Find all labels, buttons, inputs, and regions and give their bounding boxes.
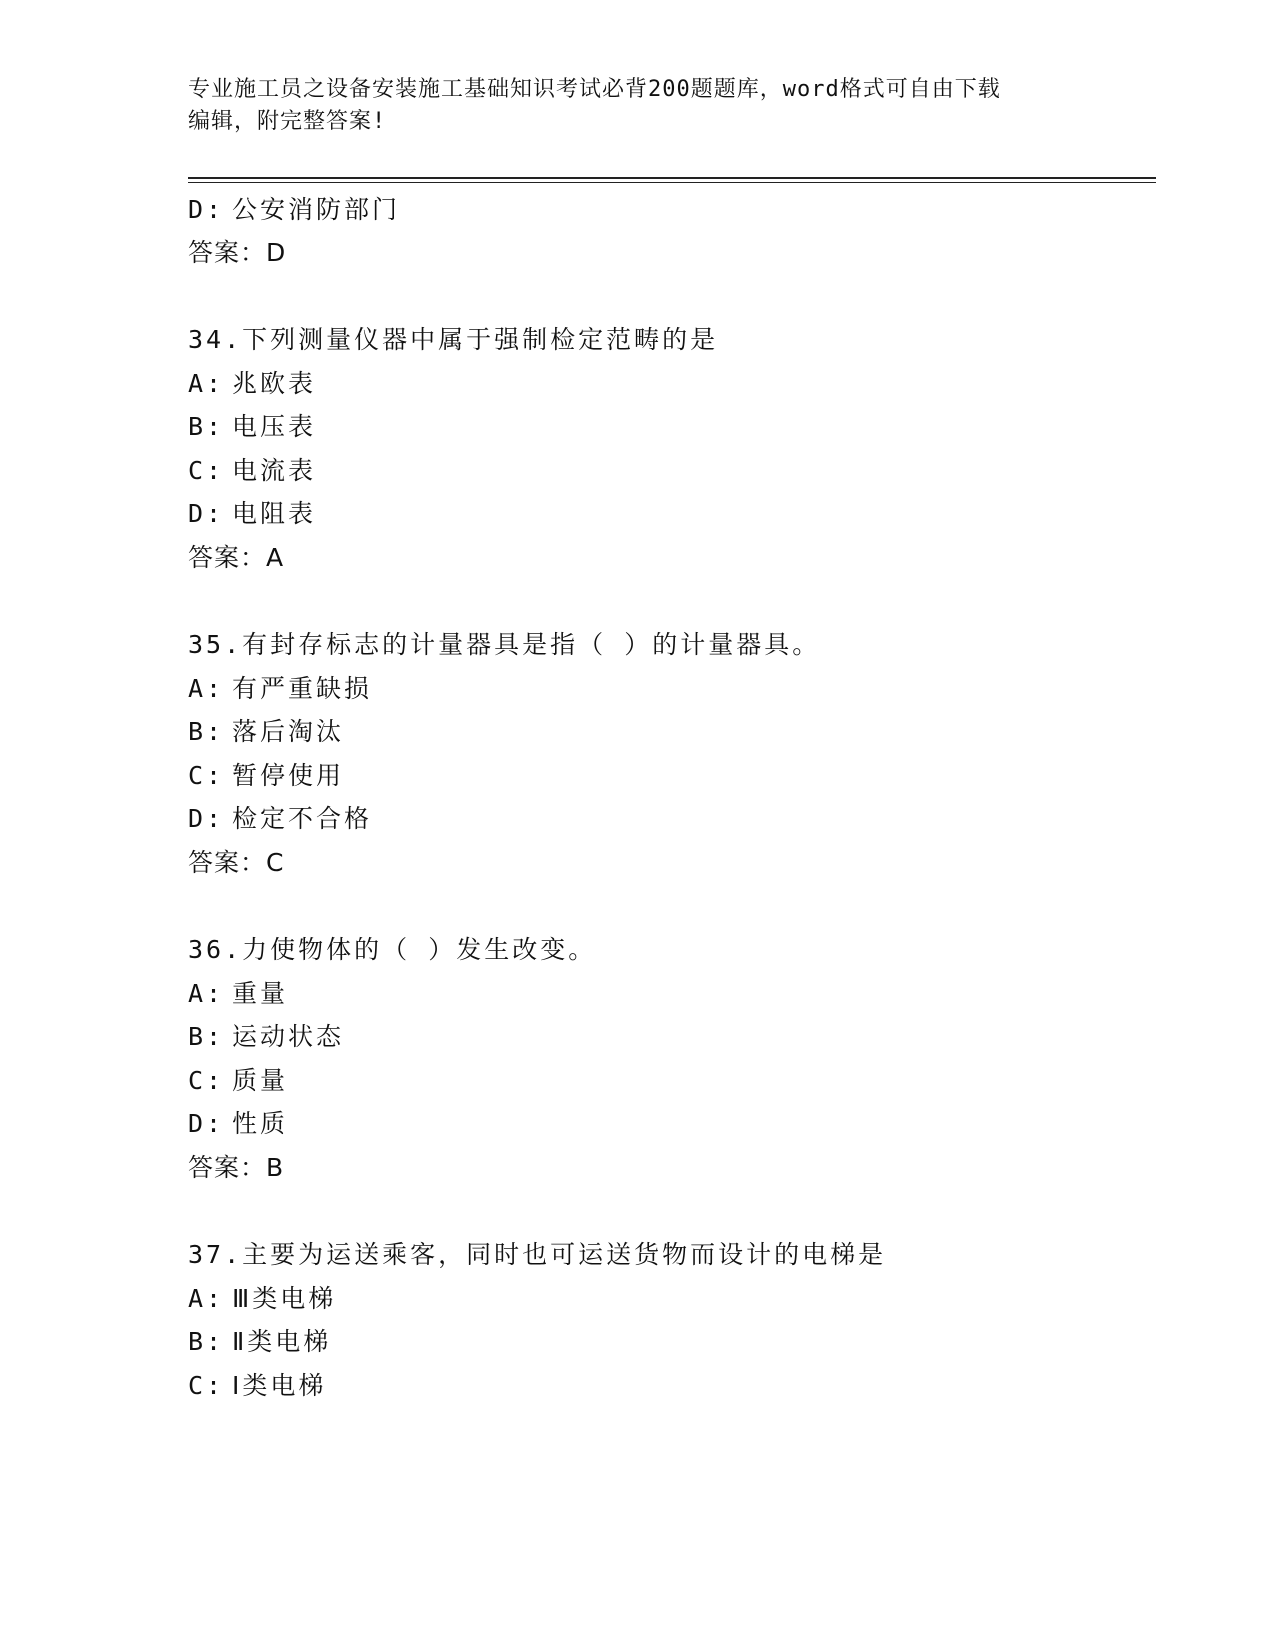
prev-option-d xyxy=(188,190,400,226)
option-label: B: xyxy=(188,1327,225,1356)
option-label: C: xyxy=(188,1371,225,1400)
option-c xyxy=(188,451,316,487)
option-a xyxy=(188,364,316,400)
option-text: 电压表 xyxy=(232,412,317,441)
option-text: Ⅲ类电梯 xyxy=(232,1284,337,1313)
option-d xyxy=(188,799,372,835)
option-label: A: xyxy=(188,674,225,703)
option-label: B: xyxy=(188,412,225,441)
option-text: Ⅱ类电梯 xyxy=(232,1327,332,1356)
option-label: C: xyxy=(188,456,225,485)
option-text: 暂停使用 xyxy=(232,761,345,790)
option-label: B: xyxy=(188,1022,225,1051)
answer-line: 答案：A xyxy=(188,543,285,572)
option-text: 落后淘汰 xyxy=(232,717,345,746)
option-a xyxy=(188,1279,336,1315)
question-title: 34.下列测量仪器中属于强制检定范畴的是 xyxy=(188,325,719,354)
option-b xyxy=(188,1017,344,1053)
option-text: 运动状态 xyxy=(232,1022,345,1051)
option-label: D: xyxy=(188,499,225,528)
option-a xyxy=(188,669,372,705)
option-text: 性质 xyxy=(232,1109,289,1138)
prev-answer: 答案：D xyxy=(188,238,287,267)
option-label: D: xyxy=(188,195,225,224)
option-text: 质量 xyxy=(232,1066,289,1095)
option-b xyxy=(188,1322,331,1358)
header-divider-thin xyxy=(188,182,1156,183)
question-title: 37.主要为运送乘客，同时也可运送货物而设计的电梯是 xyxy=(188,1240,887,1269)
option-label: B: xyxy=(188,717,225,746)
option-text: 电阻表 xyxy=(232,499,317,528)
option-text: 有严重缺损 xyxy=(232,674,373,703)
option-c xyxy=(188,1061,288,1097)
option-label: A: xyxy=(188,1284,225,1313)
option-text: 电流表 xyxy=(232,456,317,485)
option-label: D: xyxy=(188,804,225,833)
option-b xyxy=(188,407,316,443)
option-label: A: xyxy=(188,369,225,398)
option-b xyxy=(188,712,344,748)
header-line-1: 专业施工员之设备安装施工基础知识考试必背200题题库，word格式可自由下载 xyxy=(188,77,1001,102)
option-label: C: xyxy=(188,1066,225,1095)
header-divider-thick xyxy=(188,177,1156,179)
question-title: 35.有封存标志的计量器具是指（ ）的计量器具。 xyxy=(188,630,821,659)
option-text: 重量 xyxy=(232,979,289,1008)
option-a xyxy=(188,974,288,1010)
answer-line: 答案：C xyxy=(188,848,285,877)
header-line-2: 编辑，附完整答案! xyxy=(188,109,387,134)
option-label: C: xyxy=(188,761,225,790)
option-c xyxy=(188,756,344,792)
option-text: 兆欧表 xyxy=(232,369,317,398)
question-title: 36.力使物体的（ ）发生改变。 xyxy=(188,935,597,964)
option-text: Ⅰ类电梯 xyxy=(232,1371,327,1400)
answer-line: 答案：B xyxy=(188,1153,285,1182)
option-text: 公安消防部门 xyxy=(232,195,401,224)
option-c xyxy=(188,1366,326,1402)
option-d xyxy=(188,494,316,530)
option-d xyxy=(188,1104,288,1140)
option-text: 检定不合格 xyxy=(232,804,373,833)
option-label: D: xyxy=(188,1109,225,1138)
document-header xyxy=(188,74,1088,138)
option-label: A: xyxy=(188,979,225,1008)
